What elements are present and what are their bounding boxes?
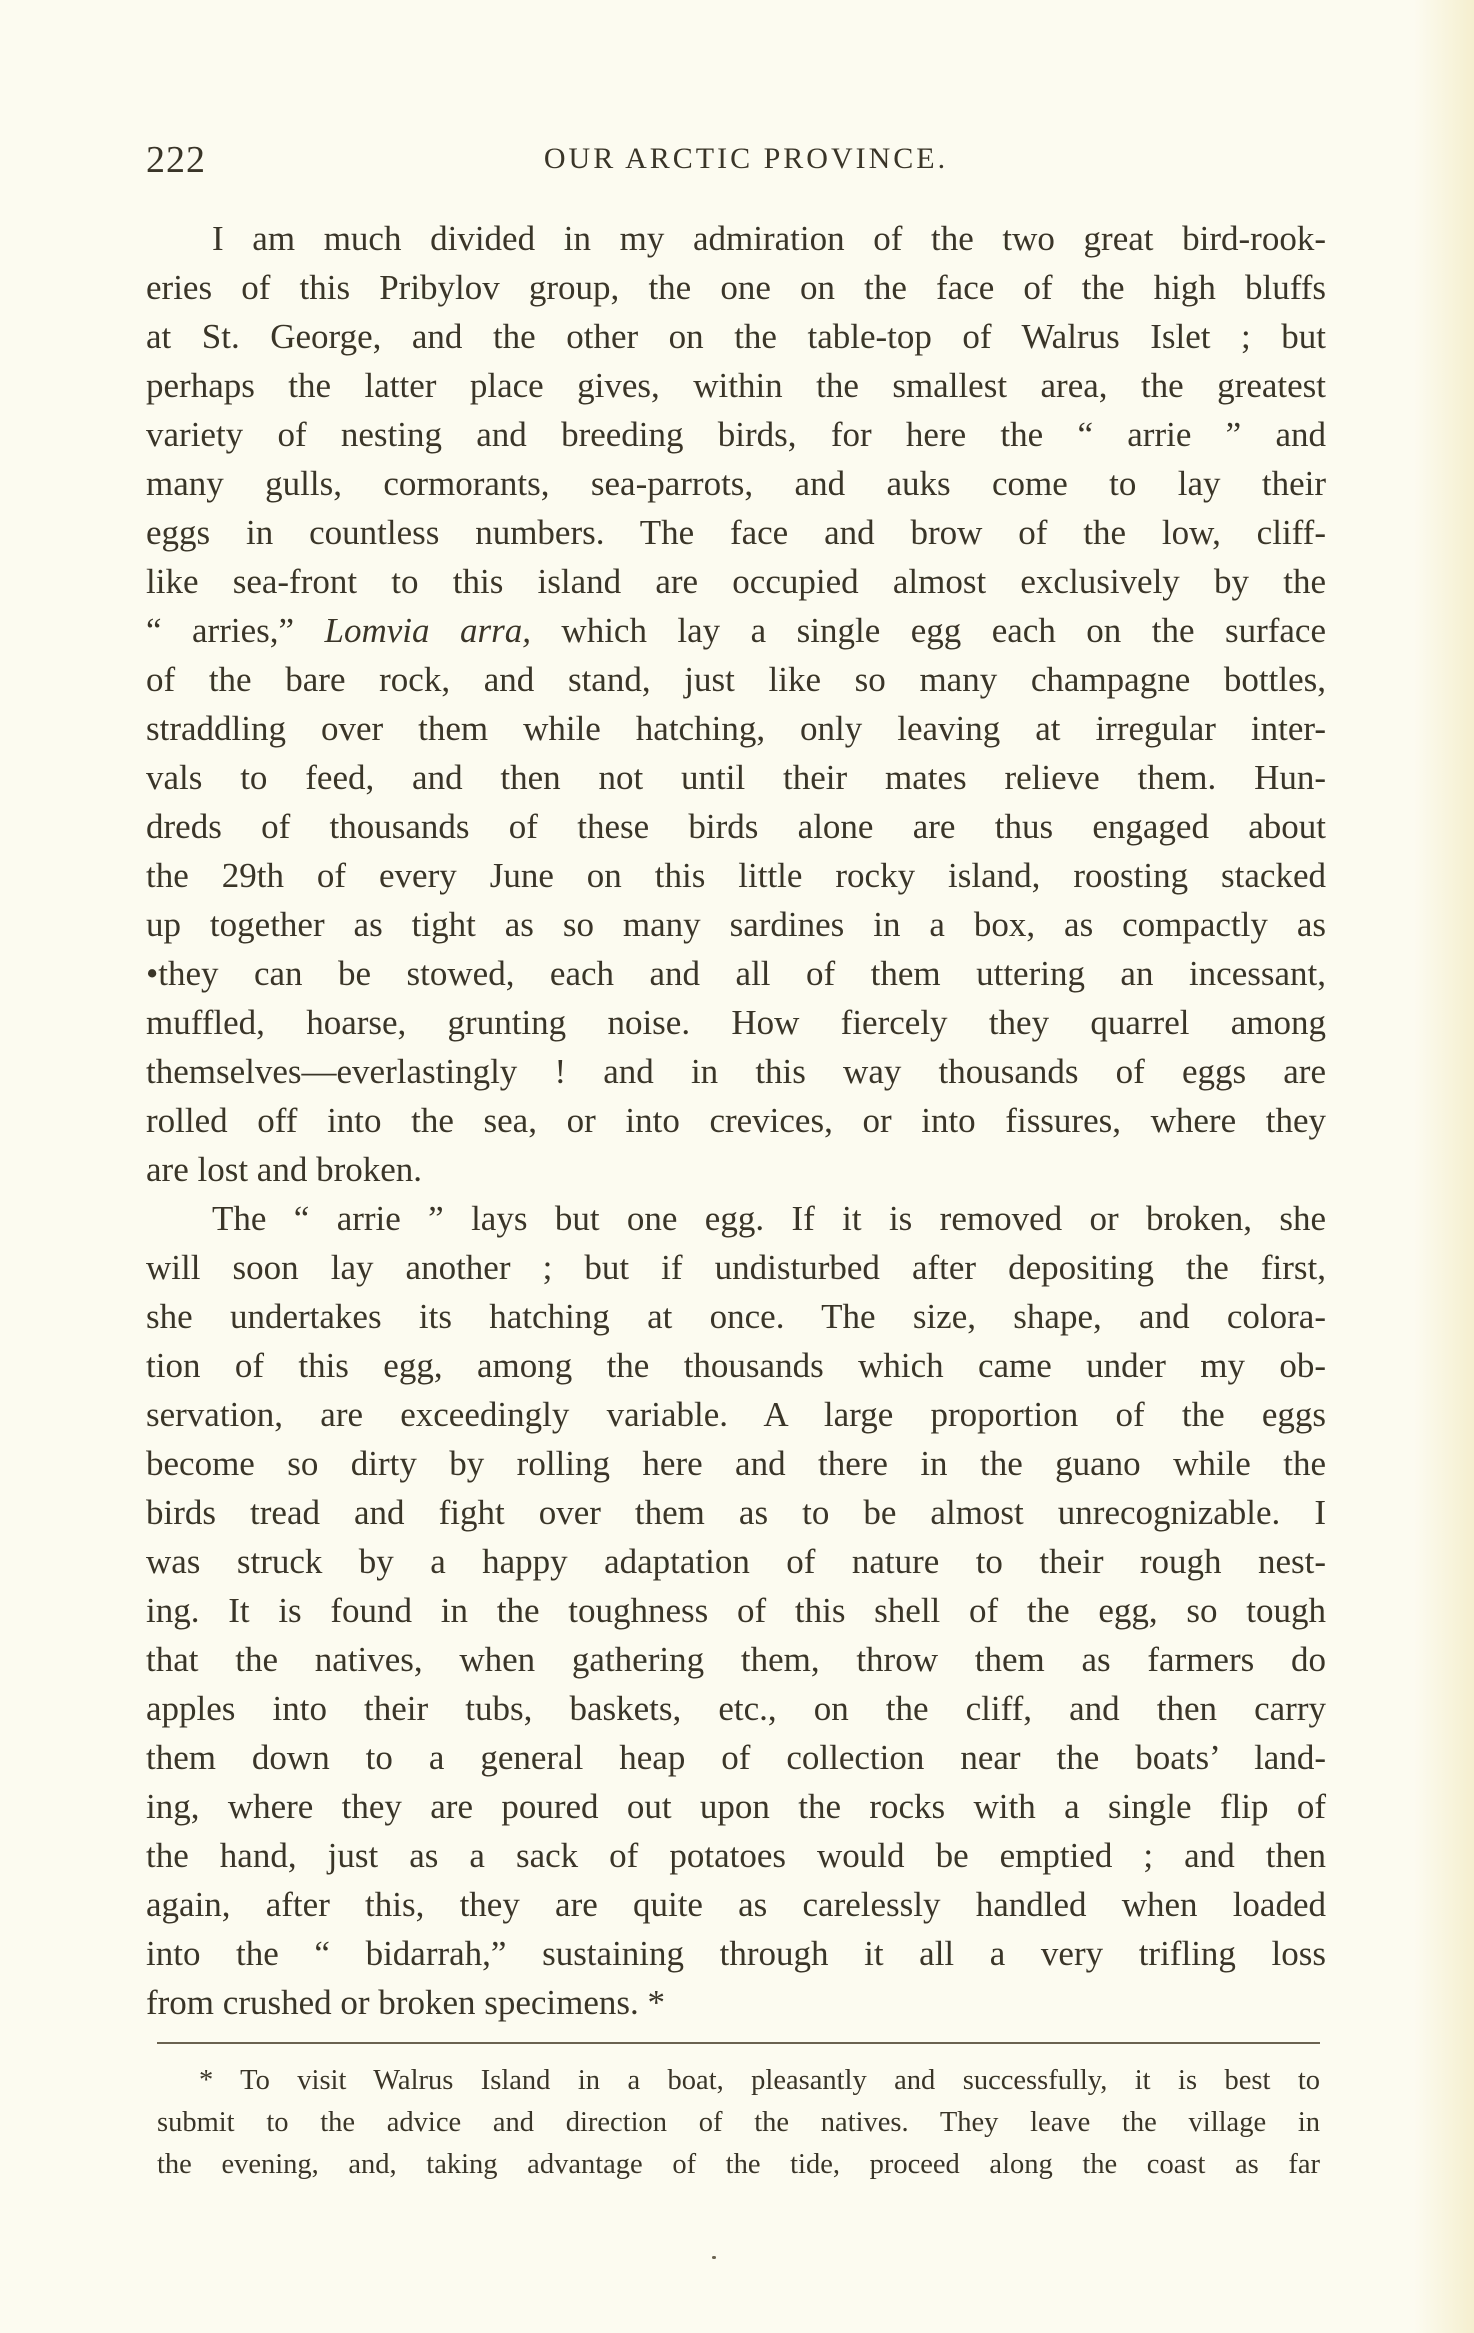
text-line: eries of this Pribylov group, the one on the face of the high bluffs (146, 268, 1326, 307)
text-fragment: “ arries,” (146, 611, 295, 650)
text-line: themselves—everlastingly ! and in this way thousands of eggs are (146, 1052, 1326, 1091)
text-line: I am much divided in my admiration of the two great bird-rook- (212, 219, 1326, 258)
text-line: eggs in countless numbers. The face and brow of the low, cliff- (146, 513, 1326, 552)
text-line: dreds of thousands of these birds alone are thus engaged about (146, 807, 1326, 846)
text-line: at St. George, and the other on the table-top of Walrus Islet ; but (146, 317, 1326, 356)
text-line: apples into their tubs, baskets, etc., on the cliff, and then carry (146, 1689, 1326, 1728)
text-line: become so dirty by rolling here and there in the guano while the (146, 1444, 1326, 1483)
text-line: The “ arrie ” lays but one egg. If it is removed or broken, she (212, 1199, 1326, 1238)
page-edge-shading (1414, 0, 1474, 2333)
text-line: ing. It is found in the toughness of this shell of the egg, so tough (146, 1591, 1326, 1630)
text-line: she undertakes its hatching at once. The size, shape, and colora- (146, 1297, 1326, 1336)
text-line: them down to a general heap of collection near the boats’ land- (146, 1738, 1326, 1777)
text-line: that the natives, when gathering them, throw them as farmers do (146, 1640, 1326, 1679)
text-line: vals to feed, and then not until their mates relieve them. Hun- (146, 758, 1326, 797)
ink-speck (712, 2256, 716, 2259)
text-line: was struck by a happy adaptation of nature to their rough nest- (146, 1542, 1326, 1581)
text-line: from crushed or broken specimens. * (146, 1983, 666, 2022)
footnote (157, 2060, 1320, 2186)
text-line: rolled off into the sea, or into crevices, or into fissures, where they (146, 1101, 1326, 1140)
footnote-line: submit to the advice and direction of the natives. They leave the village in (157, 2107, 1320, 2138)
text-line: again, after this, they are quite as carelessly handled when loaded (146, 1885, 1326, 1924)
text-line: the hand, just as a sack of potatoes would be emptied ; and then (146, 1836, 1326, 1875)
text-line: are lost and broken. (146, 1150, 423, 1189)
text-line: muffled, hoarse, grunting noise. How fiercely they quarrel among (146, 1003, 1326, 1042)
text-fragment: which lay a single egg each on the surface (561, 611, 1327, 650)
page-number: 222 (146, 139, 206, 181)
body-text (146, 214, 1326, 2027)
text-line: •they can be stowed, each and all of them uttering an incessant, (146, 954, 1326, 993)
running-title: OUR ARCTIC PROVINCE. (543, 142, 949, 175)
text-line: tion of this egg, among the thousands which came under my ob- (146, 1346, 1326, 1385)
text-line: into the “ bidarrah,” sustaining through it all a very trifling loss (146, 1934, 1326, 1973)
text-line: birds tread and fight over them as to be almost unrecognizable. I (146, 1493, 1326, 1532)
species-name: Lomvia arra, (324, 611, 531, 650)
text-line: many gulls, cormorants, sea-parrots, and auks come to lay their (146, 464, 1326, 503)
text-line: ing, where they are poured out upon the rocks with a single flip of (146, 1787, 1326, 1826)
text-line: straddling over them while hatching, only leaving at irregular inter- (146, 709, 1326, 748)
text-line: up together as tight as so many sardines in a box, as compactly as (146, 905, 1326, 944)
text-line-with-species (146, 606, 1326, 655)
text-line: will soon lay another ; but if undisturbed after depositing the first, (146, 1248, 1326, 1287)
footnote-line: * To visit Walrus Island in a boat, pleasantly and successfully, it is best to (199, 2065, 1320, 2096)
footnote-rule (157, 2042, 1320, 2044)
text-line: of the bare rock, and stand, just like so many champagne bottles, (146, 660, 1326, 699)
text-line: variety of nesting and breeding birds, for here the “ arrie ” and (146, 415, 1326, 454)
text-line: the 29th of every June on this little rocky island, roosting stacked (146, 856, 1326, 895)
text-line: perhaps the latter place gives, within the smallest area, the greatest (146, 366, 1326, 405)
footnote-line: the evening, and, taking advantage of the tide, proceed along the coast as far (157, 2149, 1320, 2180)
running-head (146, 138, 1326, 188)
text-line: like sea-front to this island are occupied almost exclusively by the (146, 562, 1326, 601)
text-line: servation, are exceedingly variable. A large proportion of the eggs (146, 1395, 1326, 1434)
